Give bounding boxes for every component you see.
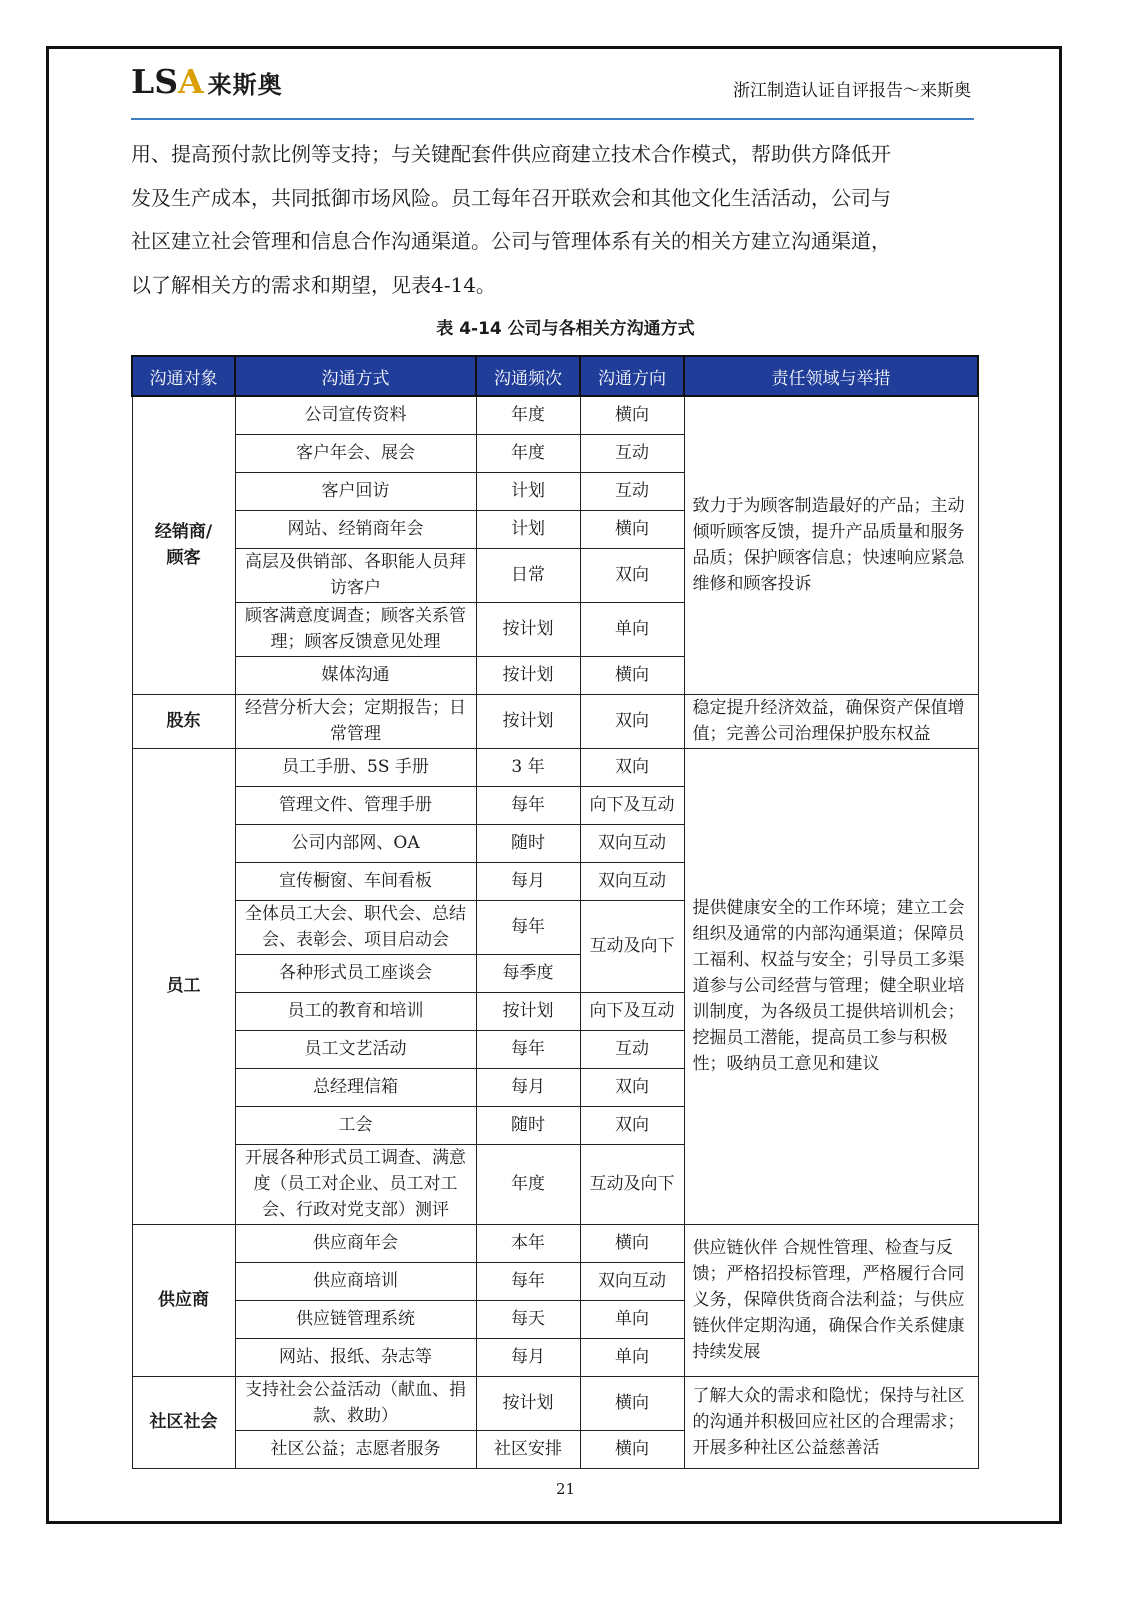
table-row [132,1376,978,1430]
direction-cell: 互动 [580,434,684,472]
method-cell: 高层及供销部、各职能人员拜访客户 [235,548,476,602]
method-cell: 媒体沟通 [235,656,476,694]
document-title: 浙江制造认证自评报告～来斯奥 [733,81,971,101]
body-paragraph [131,133,977,307]
frequency-cell: 每年 [476,1262,580,1300]
direction-cell: 横向 [580,1376,684,1430]
frequency-cell: 年度 [476,434,580,472]
method-cell: 网站、经销商年会 [235,510,476,548]
frequency-cell: 每月 [476,1068,580,1106]
frequency-cell: 本年 [476,1224,580,1262]
company-logo [131,62,283,101]
direction-cell: 单向 [580,1338,684,1376]
method-cell: 社区公益；志愿者服务 [235,1430,476,1468]
direction-cell: 双向 [580,548,684,602]
responsibility-cell: 供应链伙伴 合规性管理、检查与反馈；严格招投标管理，严格履行合同义务，保障供货商合法利益；与供应链伙伴定期沟通，确保合作关系健康持续发展 [684,1224,978,1376]
body-line: 社区建立社会管理和信息合作沟通渠道。公司与管理体系有关的相关方建立沟通渠道， [131,229,891,253]
direction-cell: 互动及向下 [580,1144,684,1224]
body-line: 发及生产成本，共同抵御市场风险。员工每年召开联欢会和其他文化生活活动，公司与 [131,185,891,210]
header-responsibility: 责任领域与举措 [684,356,978,396]
logo-chinese-name: 来斯奥 [207,71,283,99]
direction-cell: 双向互动 [580,1262,684,1300]
body-line: 用、提高预付款比例等支持；与关键配套件供应商建立技术合作模式，帮助供方降低开 [131,142,891,166]
frequency-cell: 按计划 [476,1376,580,1430]
table-row [132,1224,978,1262]
direction-cell: 互动 [580,1030,684,1068]
header-method: 沟通方式 [235,356,476,396]
communication-table [131,355,979,1469]
table-caption: 表 4-14 公司与各相关方沟通方式 [436,319,695,339]
direction-cell: 横向 [580,1430,684,1468]
party-cell [132,396,235,694]
frequency-cell: 计划 [476,472,580,510]
direction-cell: 向下及互动 [580,992,684,1030]
frequency-cell: 按计划 [476,694,580,748]
party-label: 经销商/顾客 [154,522,213,569]
party-cell: 股东 [132,694,235,748]
method-cell: 供应商培训 [235,1262,476,1300]
frequency-cell: 每年 [476,1030,580,1068]
direction-cell: 单向 [580,602,684,656]
header-party: 沟通对象 [132,356,235,396]
table-row [132,694,978,748]
method-cell: 总经理信箱 [235,1068,476,1106]
logo-mark-ls: LS [131,62,179,101]
table-header-row [132,356,978,396]
direction-cell: 双向互动 [580,824,684,862]
direction-cell: 向下及互动 [580,786,684,824]
frequency-cell: 按计划 [476,656,580,694]
frequency-cell: 随时 [476,824,580,862]
frequency-cell: 按计划 [476,992,580,1030]
method-cell: 公司宣传资料 [235,396,476,434]
frequency-cell: 每天 [476,1300,580,1338]
frequency-cell: 随时 [476,1106,580,1144]
frequency-cell: 年度 [476,396,580,434]
frequency-cell: 社区安排 [476,1430,580,1468]
method-cell: 公司内部网、OA [235,824,476,862]
method-cell: 宣传橱窗、车间看板 [235,862,476,900]
method-cell: 客户年会、展会 [235,434,476,472]
method-cell: 经营分析大会；定期报告；日常管理 [235,694,476,748]
method-cell: 供应链管理系统 [235,1300,476,1338]
direction-cell: 双向 [580,1106,684,1144]
frequency-cell: 每月 [476,862,580,900]
frequency-cell: 每年 [476,900,580,954]
logo-mark-a: A [178,62,204,101]
responsibility-cell: 致力于为顾客制造最好的产品；主动倾听顾客反馈，提升产品质量和服务品质；保护顾客信息；快速响应紧急维修和顾客投诉 [684,396,978,694]
direction-cell: 双向 [580,694,684,748]
method-cell: 全体员工大会、职代会、总结会、表彰会、项目启动会 [235,900,476,954]
frequency-cell: 每季度 [476,954,580,992]
direction-cell: 横向 [580,396,684,434]
page-number: 21 [555,1480,576,1498]
method-cell: 支持社会公益活动（献血、捐款、救助） [235,1376,476,1430]
header-frequency: 沟通频次 [476,356,580,396]
frequency-cell: 每年 [476,786,580,824]
table-row [132,748,978,786]
method-cell: 员工手册、5S 手册 [235,748,476,786]
method-cell: 员工的教育和培训 [235,992,476,1030]
responsibility-cell: 提供健康安全的工作环境；建立工会组织及通常的内部沟通渠道；保障员工福利、权益与安全；引导员工多渠道参与公司经营与管理；健全职业培训制度，为各级员工提供培训机会；挖掘员工潜能，提高员工参与积极性；吸纳员工意见和建议 [684,748,978,1224]
direction-cell: 横向 [580,510,684,548]
table-row [132,396,978,434]
frequency-cell: 3 年 [476,748,580,786]
frequency-cell: 按计划 [476,602,580,656]
method-cell: 客户回访 [235,472,476,510]
party-cell: 社区社会 [132,1376,235,1468]
body-line: 以了解相关方的需求和期望，见表4-14。 [131,272,496,297]
direction-cell: 互动 [580,472,684,510]
direction-cell: 双向 [580,748,684,786]
party-cell: 员工 [132,748,235,1224]
method-cell: 管理文件、管理手册 [235,786,476,824]
direction-cell: 单向 [580,1300,684,1338]
responsibility-cell: 了解大众的需求和隐忧；保持与社区的沟通并积极回应社区的合理需求；开展多种社区公益慈善活 [684,1376,978,1468]
direction-cell: 双向互动 [580,862,684,900]
method-cell: 员工文艺活动 [235,1030,476,1068]
method-cell: 网站、报纸、杂志等 [235,1338,476,1376]
direction-cell: 横向 [580,656,684,694]
header-divider [131,118,974,120]
header-direction: 沟通方向 [580,356,684,396]
method-cell: 工会 [235,1106,476,1144]
direction-cell: 横向 [580,1224,684,1262]
responsibility-cell: 稳定提升经济效益，确保资产保值增值；完善公司治理保护股东权益 [684,694,978,748]
frequency-cell: 计划 [476,510,580,548]
frequency-cell: 日常 [476,548,580,602]
method-cell: 供应商年会 [235,1224,476,1262]
frequency-cell: 年度 [476,1144,580,1224]
method-cell: 各种形式员工座谈会 [235,954,476,992]
party-cell: 供应商 [132,1224,235,1376]
direction-cell: 双向 [580,1068,684,1106]
method-cell: 顾客满意度调查；顾客关系管理；顾客反馈意见处理 [235,602,476,656]
method-cell: 开展各种形式员工调查、满意度（员工对企业、员工对工会、行政对党支部）测评 [235,1144,476,1224]
frequency-cell: 每月 [476,1338,580,1376]
direction-cell: 互动及向下 [580,900,684,992]
